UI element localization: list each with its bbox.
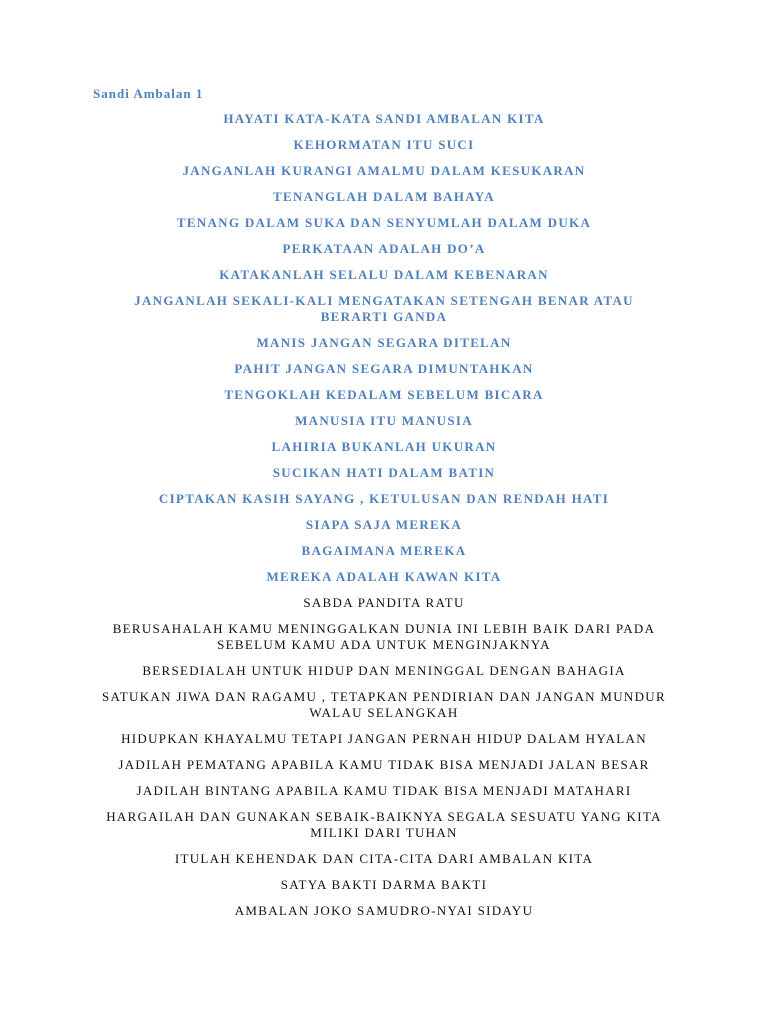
sandi-line: HAYATI KATA-KATA SANDI AMBALAN KITA [223,111,545,126]
sandi-line: TENANGLAH DALAM BAHAYA [273,189,495,204]
motto-line: AMBALAN JOKO SAMUDRO-NYAI SIDAYU [234,903,534,918]
sandi-line: MANUSIA ITU MANUSIA [295,413,473,428]
sandi-lines [100,111,668,929]
sandi-line: MANIS JANGAN SEGARA DITELAN [256,335,512,350]
motto-line: SABDA PANDITA RATU [303,595,465,610]
sandi-line: JANGANLAH KURANGI AMALMU DALAM KESUKARAN [182,163,586,178]
motto-line: ITULAH KEHENDAK DAN CITA-CITA DARI AMBALAN KITA [174,851,594,866]
motto-line: BERUSAHALAH KAMU MENINGGALKAN DUNIA INI LEBIH BAIK DARI PADA SEBELUM KAMU ADA UNTUK MENGINJAKNYA [112,621,656,652]
motto-line: JADILAH BINTANG APABILA KAMU TIDAK BISA MENJADI MATAHARI [136,783,632,798]
sandi-line: KEHORMATAN ITU SUCI [293,137,475,152]
sandi-line: SUCIKAN HATI DALAM BATIN [272,465,496,480]
motto-line: HIDUPKAN KHAYALMU TETAPI JANGAN PERNAH HIDUP DALAM HYALAN [121,731,647,746]
sandi-line: SIAPA SAJA MEREKA [305,517,463,532]
motto-line: JADILAH PEMATANG APABILA KAMU TIDAK BISA MENJADI JALAN BESAR [118,757,650,772]
sandi-line: CIPTAKAN KASIH SAYANG , KETULUSAN DAN RENDAH HATI [158,491,610,506]
sandi-line: KATAKANLAH SELALU DALAM KEBENARAN [219,267,549,282]
motto-line: SATUKAN JIWA DAN RAGAMU , TETAPKAN PENDIRIAN DAN JANGAN MUNDUR WALAU SELANGKAH [102,689,666,720]
sandi-line: TENGOKLAH KEDALAM SEBELUM BICARA [224,387,544,402]
sandi-line: MEREKA ADALAH KAWAN KITA [266,569,502,584]
sandi-line: PERKATAAN ADALAH DO’A [282,241,486,256]
motto-line: BERSEDIALAH UNTUK HIDUP DAN MENINGGAL DENGAN BAHAGIA [142,663,626,678]
motto-line: SATYA BAKTI DARMA BAKTI [280,877,488,892]
sandi-line: JANGANLAH SEKALI-KALI MENGATAKAN SETENGAH BENAR ATAU BERARTI GANDA [134,293,634,324]
document-heading: Sandi Ambalan 1 [93,86,204,101]
sandi-line: TENANG DALAM SUKA DAN SENYUMLAH DALAM DUKA [176,215,592,230]
sandi-line: LAHIRIA BUKANLAH UKURAN [271,439,497,454]
sandi-line: PAHIT JANGAN SEGARA DIMUNTAHKAN [234,361,534,376]
motto-line: HARGAILAH DAN GUNAKAN SEBAIK-BAIKNYA SEGALA SESUATU YANG KITA MILIKI DARI TUHAN [106,809,662,840]
sandi-line: BAGAIMANA MEREKA [301,543,467,558]
